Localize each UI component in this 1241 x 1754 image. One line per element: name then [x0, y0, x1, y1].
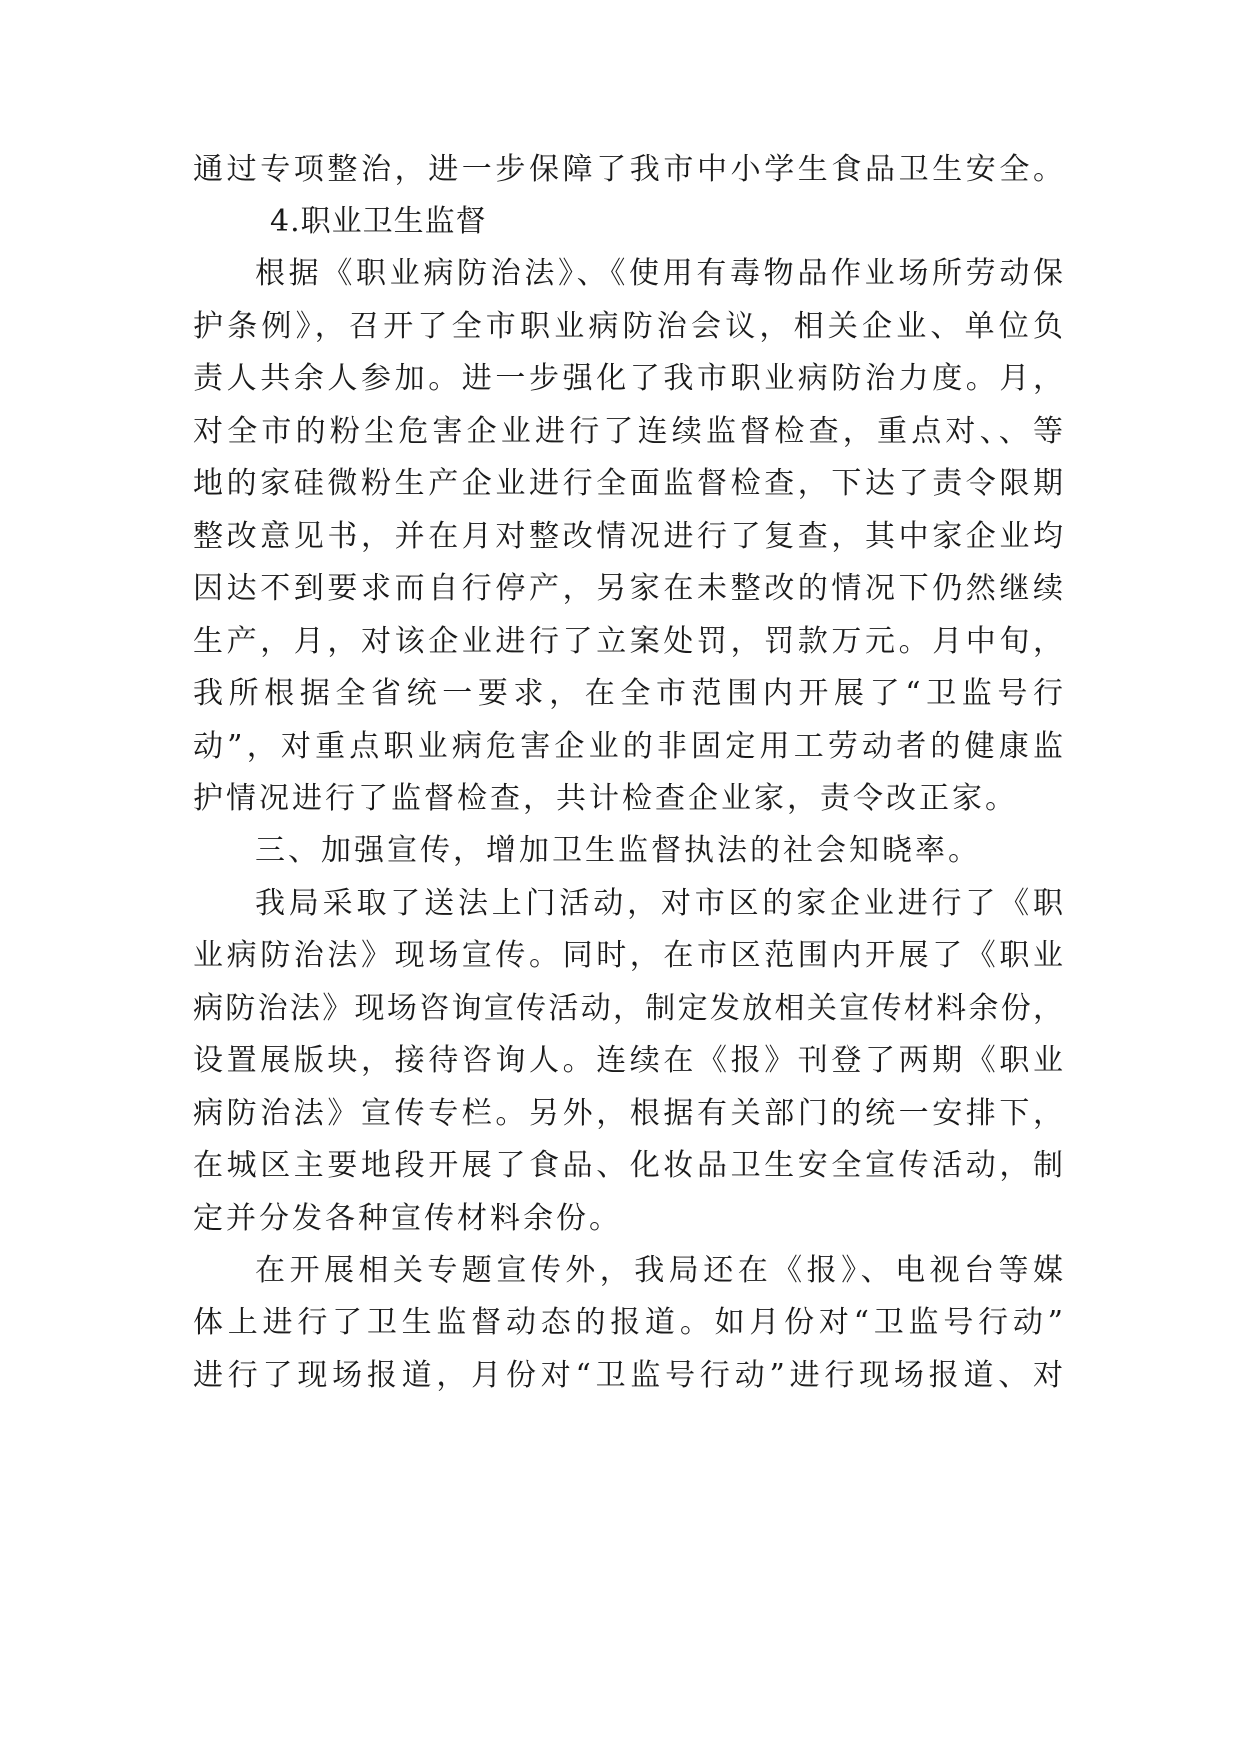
body-text-line: 病防治法》现场咨询宣传活动，制定发放相关宣传材料余份， — [193, 991, 1063, 1026]
body-text-line: 定并分发各种宣传材料余份。 — [193, 1201, 622, 1236]
body-text-line: 体上进行了卫生监督动态的报道。如月份对“卫监号行动” — [193, 1305, 1063, 1340]
body-text-line: 我局采取了送法上门活动，对市区的家企业进行了《职 — [255, 886, 1063, 921]
body-text-line: 地的家硅微粉生产企业进行全面监督检查，下达了责令限期 — [193, 466, 1063, 501]
body-text-line: 动”，对重点职业病危害企业的非固定用工劳动者的健康监 — [193, 729, 1063, 764]
body-text-line: 业病防治法》现场宣传。同时，在市区范围内开展了《职业 — [193, 938, 1063, 973]
body-text-line: 生产，月，对该企业进行了立案处罚，罚款万元。月中旬， — [193, 624, 1063, 659]
body-text-line: 在开展相关专题宣传外，我局还在《报》、电视台等媒 — [255, 1253, 1063, 1288]
body-text-line: 根据《职业病防治法》、《使用有毒物品作业场所劳动保 — [255, 256, 1063, 291]
section-heading: 4.职业卫生监督 — [270, 204, 487, 239]
body-text-line: 责人共余人参加。进一步强化了我市职业病防治力度。月， — [193, 361, 1063, 396]
body-text-line: 我所根据全省统一要求，在全市范围内开展了“卫监号行 — [193, 676, 1063, 711]
section-heading: 三、加强宣传，增加卫生监督执法的社会知晓率。 — [255, 833, 981, 868]
body-text-line: 护条例》，召开了全市职业病防治会议，相关企业、单位负 — [193, 309, 1063, 344]
body-text-line: 病防治法》宣传专栏。另外，根据有关部门的统一安排下， — [193, 1096, 1063, 1131]
body-text-line: 整改意见书，并在月对整改情况进行了复查，其中家企业均 — [193, 519, 1063, 554]
body-text-line: 对全市的粉尘危害企业进行了连续监督检查，重点对、、等 — [193, 414, 1063, 449]
body-text-line: 护情况进行了监督检查，共计检查企业家，责令改正家。 — [193, 781, 1018, 816]
body-text-line: 进行了现场报道，月份对“卫监号行动”进行现场报道、对 — [193, 1358, 1063, 1393]
body-text-line: 设置展版块，接待咨询人。连续在《报》刊登了两期《职业 — [193, 1043, 1063, 1078]
body-text-line: 通过专项整治，进一步保障了我市中小学生食品卫生安全。 — [193, 152, 1063, 187]
body-text-line: 因达不到要求而自行停产，另家在未整改的情况下仍然继续 — [193, 571, 1063, 606]
body-text-line: 在城区主要地段开展了食品、化妆品卫生安全宣传活动，制 — [193, 1148, 1063, 1183]
